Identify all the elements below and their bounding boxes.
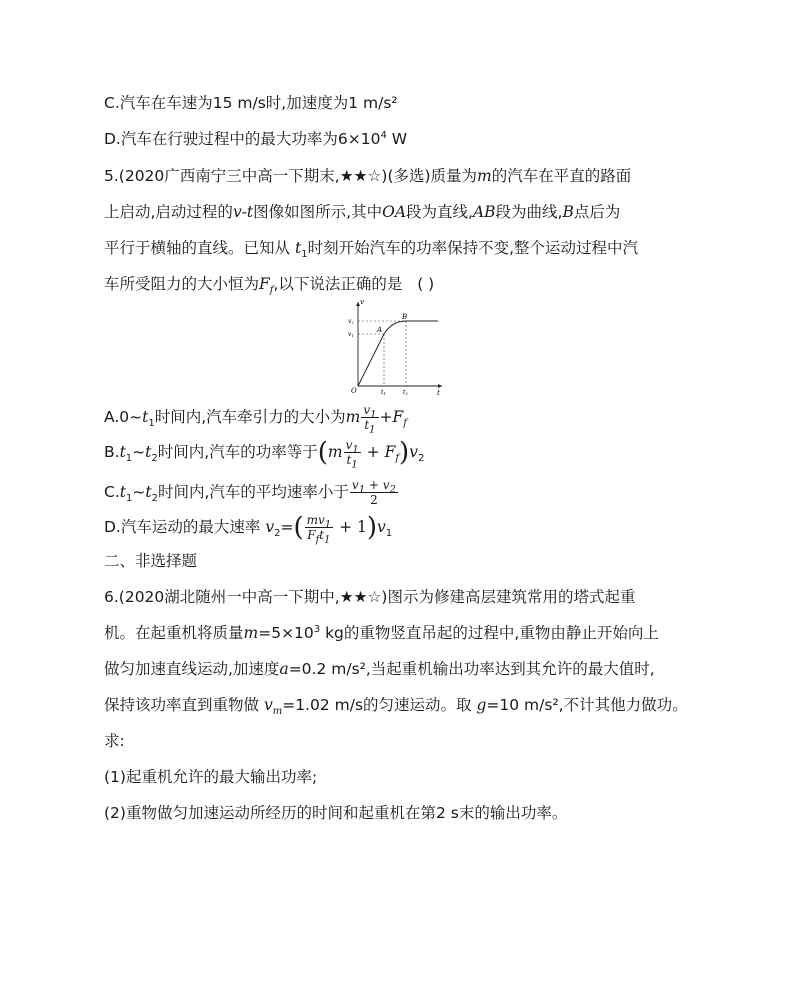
answer-blank[interactable]: ( ) [417, 275, 435, 293]
option-d-prev: D.汽车在行驶过程中的最大功率为$6\times 10^4$ W [104, 129, 408, 148]
q5-option-b[interactable]: $B.t_1\sim t_2$时间内,汽车的功率等于(m $\frac{v_1}{t_1}$ + $F_f)v_2$ [104, 437, 425, 471]
point-b-label: B [402, 313, 408, 321]
q5-option-d[interactable]: D.汽车运动的最大速率 $v_2=$( $\frac{mv_1}{F_ft_1}$ + $1)v_1$ [104, 512, 393, 546]
option-c-prev: C.汽车在车速为15 m/s时,加速度为1 m/s² [104, 94, 398, 112]
q5-option-a[interactable]: $A.0\sim t_1$时间内,汽车牵引力的大小为m $\frac{v_1}{t_1}$ $+F_f$ [104, 403, 407, 436]
q6-line-2: 机。在起重机将质量$m=5\times 10^3$ kg的重物竖直吊起的过程中,重物由静止开始向上 [104, 623, 659, 642]
t-axis-arrow [438, 384, 442, 388]
v2-label: v2 [348, 318, 354, 325]
q6-line-5: 求: [104, 732, 125, 750]
section-heading: 二、非选择题 [104, 552, 198, 570]
q5-line-2: 上启动,启动过程的v-t图像如图所示,其中OA段为直线,AB段为曲线,B点后为 [104, 203, 621, 221]
q6-part-1: (1)起重机允许的最大输出功率; [104, 768, 318, 786]
point-a-label: A [377, 326, 383, 334]
q6-part-2: (2)重物做匀加速运动所经历的时间和起重机在第2 s末的输出功率。 [104, 804, 568, 822]
origin-label: O [351, 387, 357, 395]
v1-label: v1 [348, 331, 354, 338]
v-axis-label: v [360, 298, 364, 306]
q5-line-1: 5.(2020广西南宁三中高一下期末,★★☆)(多选)质量为m的汽车在平直的路面 [104, 167, 632, 185]
q5-line-4: 车所受阻力的大小恒为$F_f$,以下说法正确的是 ( ) [104, 275, 435, 297]
t1-label: t1 [381, 389, 386, 396]
vt-graph [344, 296, 444, 396]
q6-line-1: 6.(2020湖北随州一中高一下期中,★★☆)图示为修建高层建筑常用的塔式起重 [104, 588, 636, 606]
q6-line-4: 保持该功率直到重物做 $v_m=1.02$ m/s的匀速运动。取 g=10 m/s²,不计其他力做功。 [104, 696, 688, 718]
q5-line-3: 平行于横轴的直线。已知从 $t_1$时刻开始汽车的功率保持不变,整个运动过程中汽 [104, 239, 638, 261]
t-axis-label: t [437, 389, 440, 396]
q6-line-3: 做匀加速直线运动,加速度a=0.2 m/s²,当起重机输出功率达到其允许的最大值时, [104, 660, 655, 678]
velocity-curve [358, 321, 438, 386]
q5-option-c[interactable]: $C.t_1\sim t_2$时间内,汽车的平均速率小于 $\frac{v_1 + v_2}{2}$ [104, 478, 396, 507]
t2-label: t2 [403, 389, 408, 396]
